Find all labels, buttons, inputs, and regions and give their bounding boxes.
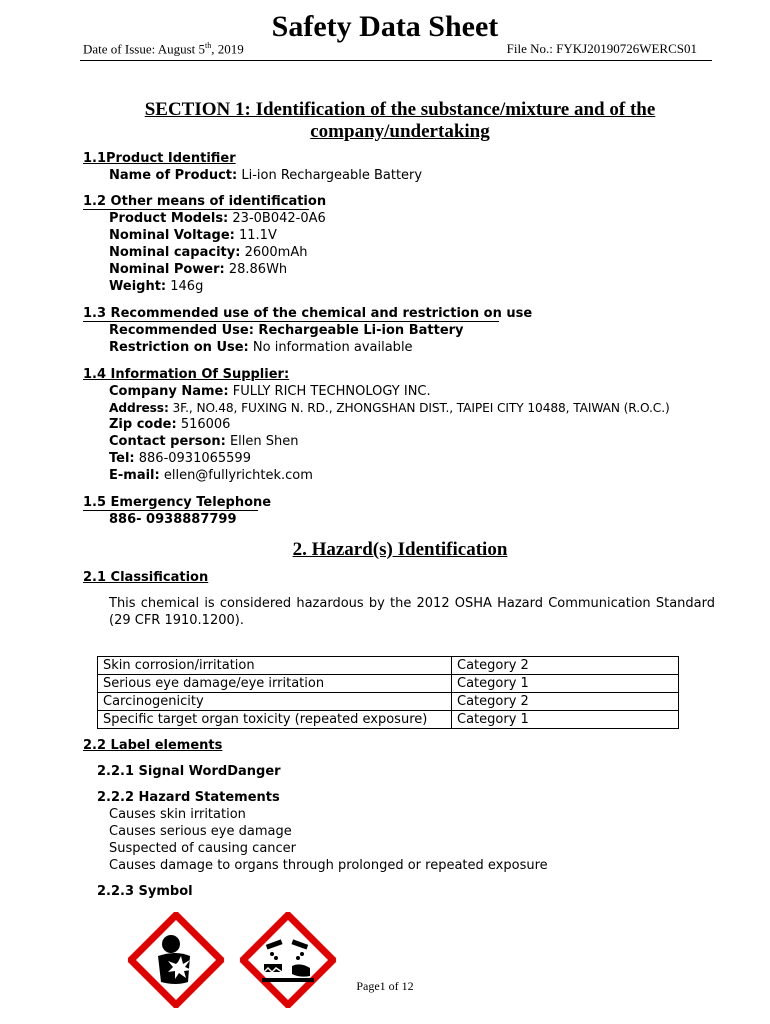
- address-value: 3F., NO.48, FUXING N. RD., ZHONGSHAN DIST., TAIPEI CITY 10488, TAIWAN (R.O.C.): [168, 401, 670, 415]
- contact-person-line: [109, 433, 299, 450]
- telephone-line: [109, 450, 251, 467]
- heading-1-5-underline: [83, 510, 258, 511]
- heading-1-3: 1.3 Recommended use of the chemical and restriction on use: [83, 306, 533, 321]
- hazard-category-cell: Category 1: [452, 711, 679, 729]
- hazard-statement: Suspected of causing cancer: [109, 841, 297, 856]
- zip-code-value: 516006: [176, 417, 231, 432]
- hazard-category-cell: Category 2: [452, 693, 679, 711]
- section-1-title-line-1: SECTION 1: Identification of the substance/mixture and of the: [144, 99, 656, 120]
- email-value: ellen@fullyrichtek.com: [159, 468, 313, 483]
- nominal-voltage-value: 11.1V: [234, 228, 277, 243]
- classification-row: [98, 693, 679, 711]
- heading-2-1: 2.1 Classification: [83, 570, 209, 585]
- telephone-label: Tel:: [109, 451, 135, 466]
- signal-word: 2.2.1 Signal WordDanger: [97, 764, 281, 779]
- hazard-statement: Causes serious eye damage: [109, 824, 292, 839]
- heading-1-4: 1.4 Information Of Supplier:: [83, 367, 290, 382]
- nominal-voltage-label: Nominal Voltage:: [109, 228, 235, 243]
- zip-code-line: [109, 416, 230, 433]
- hazard-statement: Causes damage to organs through prolonged or repeated exposure: [109, 858, 548, 873]
- recommended-use-line: [109, 322, 464, 339]
- product-name-line: [109, 167, 422, 184]
- hazard-class-cell: Serious eye damage/eye irritation: [98, 675, 452, 693]
- email-label: E-mail:: [109, 468, 160, 483]
- restriction-line: [109, 339, 413, 356]
- restriction-label: Restriction on Use:: [109, 340, 249, 355]
- nominal-capacity-line: [109, 244, 307, 261]
- document-title: Safety Data Sheet: [271, 10, 499, 43]
- heading-1-2: 1.2 Other means of identification: [83, 194, 327, 209]
- classification-row: [98, 675, 679, 693]
- hazard-category-cell: Category 2: [452, 657, 679, 675]
- product-models-label: Product Models:: [109, 211, 229, 226]
- symbol-heading: 2.2.3 Symbol: [97, 884, 193, 899]
- issue-date-text: Date of Issue: August 5: [83, 41, 206, 57]
- hazard-class-cell: Skin corrosion/irritation: [98, 657, 452, 675]
- classification-table-body: [98, 657, 679, 729]
- contact-person-value: Ellen Shen: [225, 434, 299, 449]
- nominal-capacity-value: 2600mAh: [240, 245, 308, 260]
- header-divider: [80, 60, 712, 61]
- address-label: Address:: [109, 401, 169, 415]
- weight-label: Weight:: [109, 279, 167, 294]
- nominal-power-label: Nominal Power:: [109, 262, 225, 277]
- weight-value: 146g: [166, 279, 204, 294]
- address-line: [109, 400, 670, 417]
- date-of-issue: [83, 41, 244, 57]
- company-name-label: Company Name:: [109, 384, 229, 399]
- hazard-statement: Causes skin irritation: [109, 807, 246, 822]
- nominal-power-value: 28.86Wh: [224, 262, 288, 277]
- contact-person-label: Contact person:: [109, 434, 226, 449]
- classification-paragraph: This chemical is considered hazardous by the 2012 OSHA Hazard Communication Standard (29 CFR 1910.1200).: [109, 596, 715, 628]
- recommended-use-value: Rechargeable Li-ion Battery: [253, 323, 464, 338]
- heading-1-1: 1.1Product Identifier: [83, 151, 236, 166]
- weight-line: [109, 278, 203, 295]
- issue-year: , 2019: [211, 41, 244, 57]
- heading-2-2: 2.2 Label elements: [83, 738, 223, 753]
- product-name-label: Name of Product:: [109, 168, 238, 183]
- nominal-capacity-label: Nominal capacity:: [109, 245, 241, 260]
- product-name-value: Li-ion Rechargeable Battery: [237, 168, 423, 183]
- nominal-voltage-line: [109, 227, 277, 244]
- company-name-value: FULLY RICH TECHNOLOGY INC.: [228, 384, 431, 399]
- issue-date-suffix: th: [205, 41, 212, 50]
- hazard-category-cell: Category 1: [452, 675, 679, 693]
- section-1-title-line-2: company/undertaking: [310, 121, 490, 142]
- classification-table: [97, 656, 679, 729]
- restriction-value: No information available: [248, 340, 413, 355]
- classification-row: [98, 711, 679, 729]
- hazard-statements-heading: 2.2.2 Hazard Statements: [97, 790, 280, 805]
- zip-code-label: Zip code:: [109, 417, 177, 432]
- product-models-value: 23-0B042-0A6: [228, 211, 326, 226]
- heading-1-5: 1.5 Emergency Telephone: [83, 495, 272, 510]
- recommended-use-label: Recommended Use:: [109, 323, 254, 338]
- page-number: Page1 of 12: [356, 979, 414, 993]
- classification-row: [98, 657, 679, 675]
- nominal-power-line: [109, 261, 287, 278]
- company-name-line: [109, 383, 431, 400]
- file-number: File No.: FYKJ20190726WERCS01: [506, 41, 697, 56]
- hazard-class-cell: Carcinogenicity: [98, 693, 452, 711]
- email-line: [109, 467, 313, 484]
- telephone-value: 886-0931065599: [134, 451, 251, 466]
- hazard-class-cell: Specific target organ toxicity (repeated exposure): [98, 711, 452, 729]
- emergency-phone: 886- 0938887799: [109, 512, 237, 527]
- product-models-line: [109, 210, 326, 227]
- section-2-title: 2. Hazard(s) Identification: [292, 539, 508, 560]
